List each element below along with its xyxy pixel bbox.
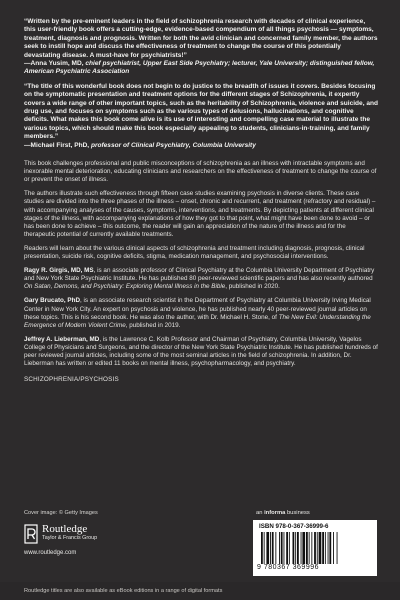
author-bios xyxy=(24,267,378,368)
bio-text: , is an associate research scientist in the Department of Psychiatry at Columbia University Irving Medical Center in New York City. An expert on psychosis and violence, he has published nearly 40 peer-reviewed journal articles on these topics. This is his second book. He was also the author, with Dr. Michael H. Stone, of xyxy=(24,297,371,321)
ebook-availability-note: Routledge titles are also available as eBook editions in a range of digital formats xyxy=(0,582,400,600)
barcode-icon xyxy=(259,532,371,564)
publisher-group: Taylor & Francis Group xyxy=(42,535,98,541)
author-name: Ragy R. Girgis, MD, MS xyxy=(24,267,94,275)
publisher-name: Routledge xyxy=(42,523,88,535)
informa-business-label xyxy=(256,510,310,516)
quote-attribution-role: professor of Clinical Psychiatry, Columbia University xyxy=(89,141,256,149)
cover-image-credit: Cover image: © Getty Images xyxy=(24,510,98,516)
quote-attribution-name: —Anna Yusim, MD, xyxy=(24,60,84,68)
quote-text: “Written by the pre-eminent leaders in the field of schizophrenia research with decades of clinical experience, this user-friendly book offers a cutting-edge, evidence-based compendium of all things psychosis — symptoms, treatment, diagnosis and prognosis. Written for both the avid clinician and concerned family member, the authors seek to instill hope and discuss the effectiveness of treatment to change the course of this potentially devastating disease. A must-have for psychiatrists!” xyxy=(24,18,378,59)
endorsement-quote-1 xyxy=(24,18,378,77)
isbn-label: ISBN 978-0-367-36999-6 xyxy=(259,523,329,530)
author-bio xyxy=(24,267,378,291)
subject-category: SCHIZOPHRENIA/PSYCHOSIS xyxy=(24,376,119,384)
bio-book-title: On Satan, Demons, and Psychiatry: Exploring Mental Illness in the Bible xyxy=(24,283,226,291)
quote-text: “The title of this wonderful book does not begin to do justice to the breadth of issues it covers. Besides focusing on the symptomatic presentation and treatment options for the different stages of Schizophrenia, it expertly covers a wide range of other important topics, such as the heritability of Schizophrenia, violence and suicide, and drug use, and focuses on symptoms such as the various types of delusions, hallucinations, and cognitive deficits. What makes this book come alive is its use of interesting and compelling case material to illustrate the various topics, which should make this book especially appealing to students, clinicians-in-training, and family members.” xyxy=(24,82,378,141)
informa-brand: informa xyxy=(264,510,286,516)
description-paragraph: The authors illustrate such effectiveness through fifteen case studies examining psychosis in diverse clients. These case studies are divided into the three phases of the illness – onset, chronic and recurrent, and treatment (refractory and residual) – with accompanying analyses of the causes, symptoms, interventions, and treatments. By depicting patients at different clinical stages of the illness, with accompanying explanations of how they got to that point, what might have been done to avoid – or has been done to achieve – this outcome, the reader will gain an appreciation of the nature of the illness and for the therapeutic potential of currently available treatments. xyxy=(24,190,376,238)
publisher-website[interactable]: www.routledge.com xyxy=(24,550,77,556)
book-description xyxy=(24,160,378,261)
bio-text: , is an associate professor of Clinical Psychiatry at the Columbia University Department of Psychiatry and New York State Psychiatric Institute. He has published 80 peer-reviewed scientific papers and has also recently authored xyxy=(24,267,375,283)
isbn-barcode xyxy=(253,520,377,576)
author-name: Gary Brucato, PhD xyxy=(24,297,80,305)
author-bio xyxy=(24,336,378,368)
author-name: Jeffrey A. Lieberman, MD xyxy=(24,335,100,343)
routledge-logo-icon xyxy=(24,524,38,544)
bio-book-title: The New Evil: Understanding the Emergence of Modern Violent Crime xyxy=(24,313,371,329)
bio-text: , published in 2019. xyxy=(125,321,181,329)
bio-text: , is the Lawrence C. Kolb Professor and Chairman of Psychiatry, Columbia University, Vagelos College of Physicians and Surgeons, and the director of the New York State Psychiatric Institute. He has published hundreds of peer reviewed journal articles, including some of the most seminal articles in the field of schizophrenia. In addition, Dr. Lieberman has written or edited 11 books on mental illness, psychopharmacology, and psychiatry. xyxy=(24,335,378,368)
description-paragraph: This book challenges professional and public misconceptions of schizophrenia as an illness with intractable symptoms and inexorable mental deterioration, educating clinicians and researchers on the effectiveness of treatment to change the course of or prevent the onset of illness. xyxy=(24,160,377,184)
quote-attribution-name: —Michael First, PhD, xyxy=(24,141,90,149)
description-paragraph: Readers will learn about the various clinical aspects of schizophrenia and treatment including diagnosis, prognosis, clinical presentation, suicide risk, cognitive deficits, stigma, medication management, and psychosocial interventions. xyxy=(24,244,365,261)
author-bio xyxy=(24,297,378,329)
endorsement-quote-2 xyxy=(24,83,378,150)
quote-attribution-role: chief psychiatrist, Upper East Side Psychiatry; lecturer, Yale University; distinguished fellow, American Psychiatric Association xyxy=(24,60,375,76)
bio-text: , published in 2020. xyxy=(225,283,280,291)
barcode-digits: 9 780367 369996 xyxy=(257,564,319,571)
informa-prefix: an xyxy=(256,510,265,516)
informa-suffix: business xyxy=(285,510,310,516)
